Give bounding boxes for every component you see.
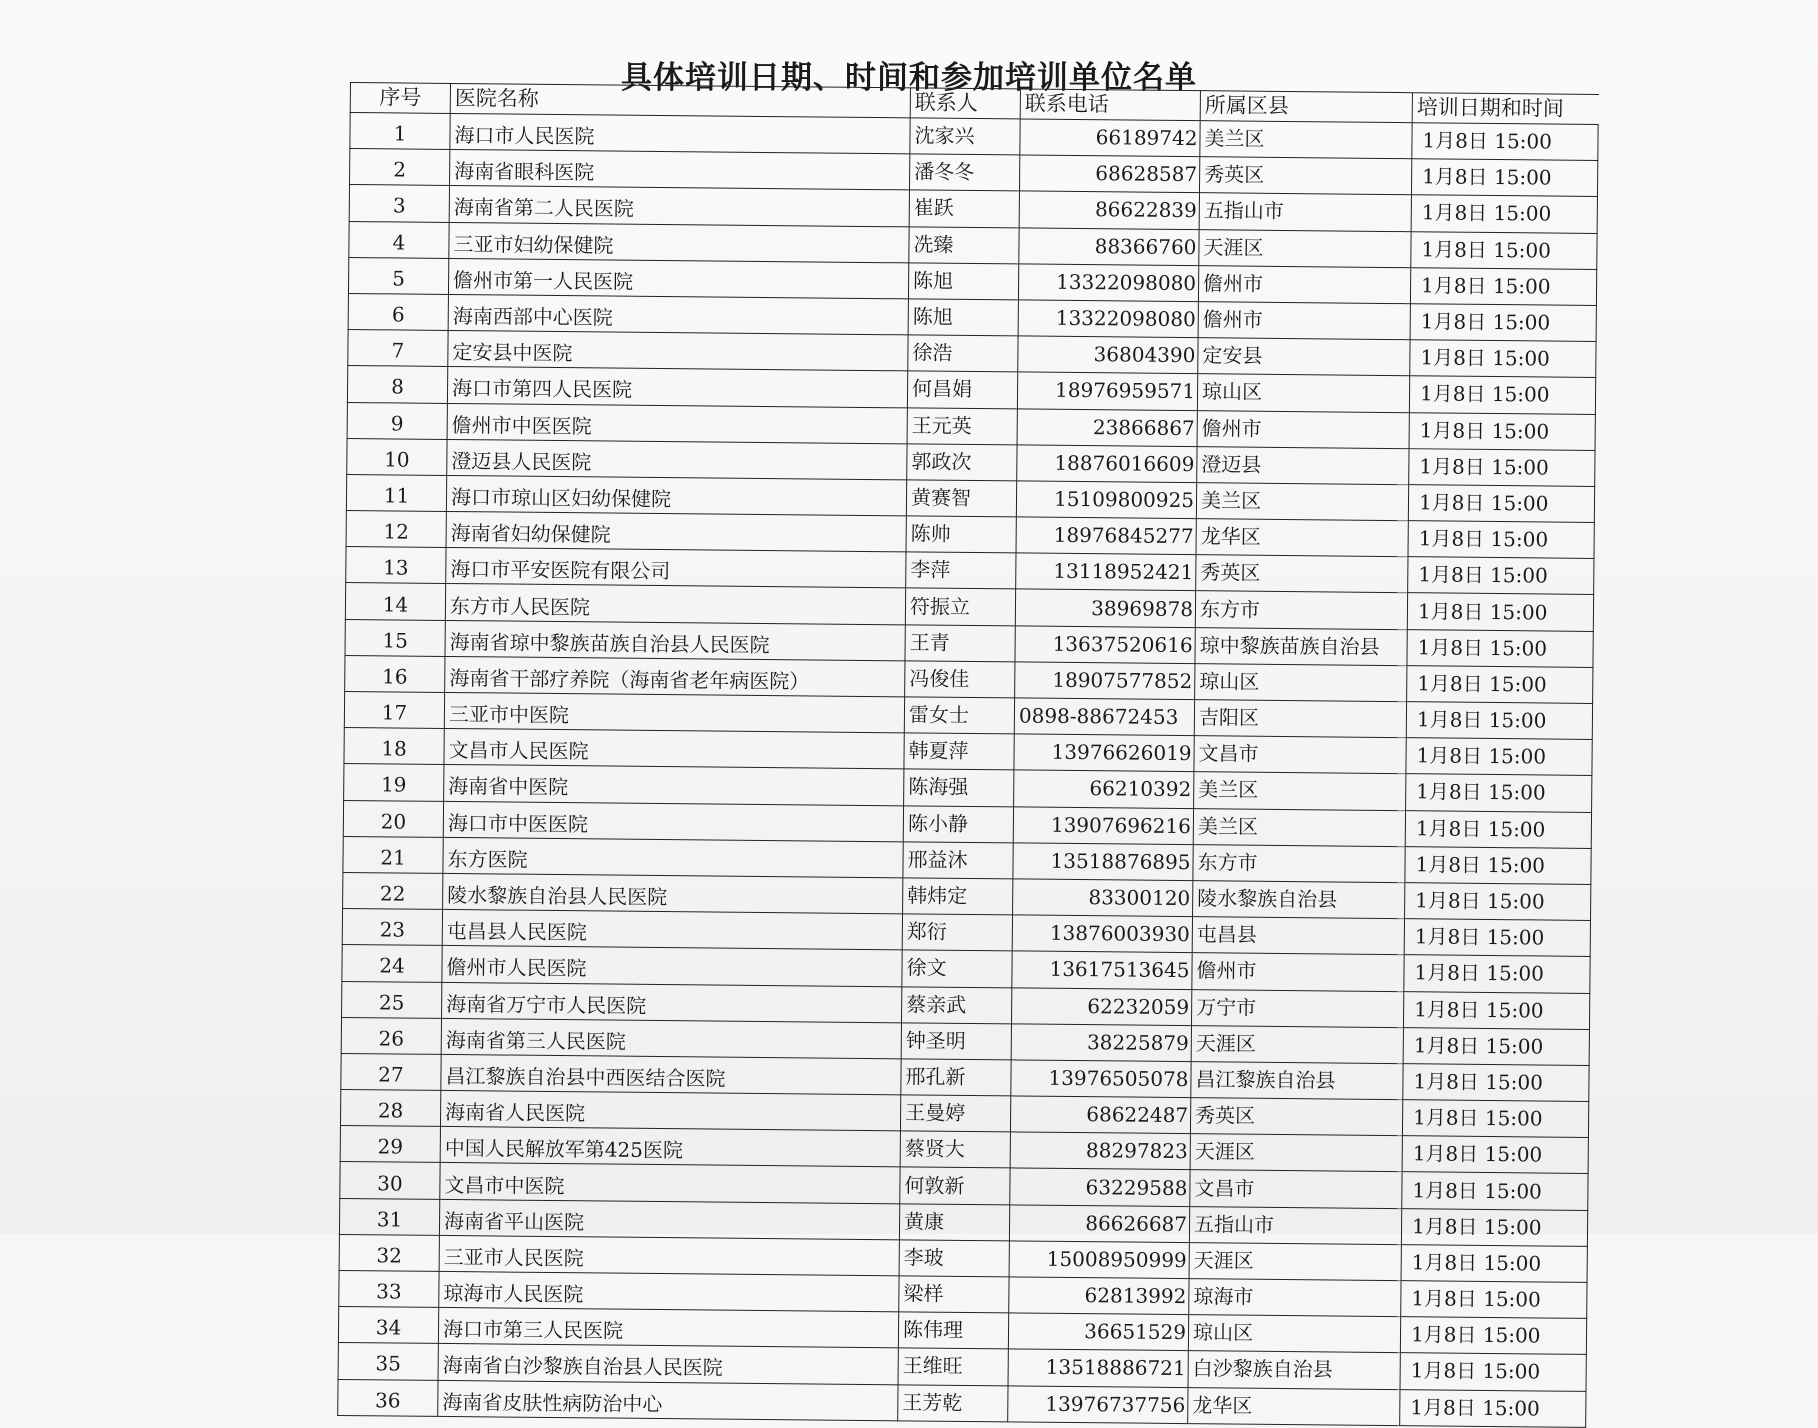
- contact-person: 冯俊佳: [905, 661, 1015, 698]
- district: 秀英区: [1196, 555, 1408, 593]
- district: 昌江黎族自治县: [1191, 1061, 1403, 1099]
- district: 美兰区: [1200, 121, 1412, 159]
- district: 五指山市: [1189, 1206, 1401, 1244]
- row-number: 7: [348, 330, 448, 367]
- contact-person: 符振立: [905, 588, 1015, 625]
- page-title: 具体培训日期、时间和参加培训单位名单: [621, 60, 1197, 96]
- contact-phone: 68628587: [1019, 155, 1199, 193]
- row-number: 3: [349, 185, 449, 222]
- contact-phone: 62232059: [1011, 987, 1191, 1025]
- hospital-table: [337, 82, 1599, 1428]
- row-number: 14: [345, 583, 445, 620]
- row-number: 17: [344, 691, 444, 728]
- district: 秀英区: [1190, 1098, 1402, 1136]
- contact-person: 徐浩: [908, 335, 1018, 372]
- training-date: 1月8日 15:00: [1410, 267, 1596, 305]
- hospital-name: 中国人民解放军第425医院: [440, 1127, 900, 1168]
- header-training-date: 培训日期和时间: [1412, 93, 1598, 125]
- contact-person: 韩夏萍: [904, 733, 1014, 770]
- training-date: 1月8日 15:00: [1408, 557, 1594, 595]
- district: 屯昌县: [1192, 917, 1404, 955]
- row-number: 20: [343, 800, 443, 837]
- hospital-name: 海口市人民医院: [450, 113, 910, 154]
- header-district: 所属区县: [1200, 91, 1412, 123]
- hospital-name: 海南省第二人民医院: [449, 186, 909, 227]
- row-number: 32: [339, 1234, 439, 1271]
- row-number: 27: [341, 1053, 441, 1090]
- row-number: 11: [346, 474, 446, 511]
- district: 五指山市: [1199, 193, 1411, 231]
- row-number: 30: [340, 1162, 440, 1199]
- training-date: 1月8日 15:00: [1409, 448, 1595, 486]
- contact-phone: 0898-88672453: [1014, 698, 1194, 736]
- row-number: 13: [346, 547, 446, 584]
- hospital-name: 海南省平山医院: [439, 1199, 899, 1240]
- row-number: 31: [339, 1198, 439, 1235]
- contact-person: 沈家兴: [910, 118, 1020, 155]
- row-number: 16: [345, 655, 445, 692]
- district: 龙华区: [1196, 519, 1408, 557]
- contact-phone: 86626687: [1009, 1205, 1189, 1243]
- row-number: 34: [338, 1307, 438, 1344]
- hospital-name: 三亚市人民医院: [439, 1235, 899, 1276]
- contact-person: 何昌娟: [907, 371, 1017, 408]
- row-number: 35: [338, 1343, 438, 1380]
- hospital-name: 儋州市人民医院: [442, 946, 902, 987]
- row-number: 28: [340, 1090, 440, 1127]
- contact-phone: 68622487: [1010, 1096, 1190, 1134]
- district: 美兰区: [1196, 483, 1408, 521]
- district: 澄迈县: [1197, 446, 1409, 484]
- contact-person: 冼臻: [909, 226, 1019, 263]
- training-date: 1月8日 15:00: [1411, 159, 1597, 197]
- district: 东方市: [1195, 591, 1407, 629]
- contact-phone: 18907577852: [1015, 662, 1195, 700]
- hospital-name: 文昌市中医院: [440, 1163, 900, 1204]
- training-date: 1月8日 15:00: [1410, 340, 1596, 378]
- contact-phone: 15008950999: [1009, 1241, 1189, 1279]
- contact-person: 陈帅: [906, 516, 1016, 553]
- row-number: 8: [347, 366, 447, 403]
- table-body: [338, 113, 1598, 1428]
- hospital-name: 东方医院: [443, 837, 903, 878]
- contact-phone: 15109800925: [1016, 481, 1196, 519]
- contact-phone: 13617513645: [1012, 951, 1192, 989]
- training-date: 1月8日 15:00: [1404, 919, 1590, 957]
- header-no: 序号: [350, 83, 450, 114]
- training-date: 1月8日 15:00: [1400, 1317, 1586, 1355]
- training-date: 1月8日 15:00: [1405, 810, 1591, 848]
- hospital-name: 海南省万宁市人民医院: [442, 982, 902, 1023]
- contact-phone: 38225879: [1011, 1024, 1191, 1062]
- training-date: 1月8日 15:00: [1401, 1244, 1587, 1282]
- contact-person: 李玻: [899, 1240, 1009, 1277]
- contact-phone: 13322098080: [1018, 300, 1198, 338]
- row-number: 36: [338, 1379, 438, 1416]
- district: 东方市: [1193, 844, 1405, 882]
- contact-phone: 66210392: [1014, 770, 1194, 808]
- contact-phone: 13976505078: [1011, 1060, 1191, 1098]
- contact-person: 何敦新: [900, 1167, 1010, 1204]
- contact-phone: 18876016609: [1017, 445, 1197, 483]
- hospital-name: 海口市平安医院有限公司: [446, 548, 906, 589]
- hospital-name: 海南西部中心医院: [448, 294, 908, 335]
- contact-phone: 13518886721: [1008, 1349, 1188, 1387]
- contact-phone: 83300120: [1013, 879, 1193, 917]
- contact-person: 梁样: [899, 1276, 1009, 1313]
- hospital-name: 海南省中医院: [444, 765, 904, 806]
- contact-phone: 13976737756: [1008, 1385, 1188, 1423]
- contact-person: 陈海强: [904, 769, 1014, 806]
- training-date: 1月8日 15:00: [1402, 1100, 1588, 1138]
- row-number: 26: [341, 1017, 441, 1054]
- row-number: 23: [342, 909, 442, 946]
- contact-person: 雷女士: [904, 697, 1014, 734]
- contact-person: 王元英: [907, 407, 1017, 444]
- training-date: 1月8日 15:00: [1403, 1027, 1589, 1065]
- hospital-name: 海口市中医医院: [443, 801, 903, 842]
- district: 秀英区: [1199, 157, 1411, 195]
- training-date: 1月8日 15:00: [1405, 846, 1591, 884]
- contact-person: 王维旺: [898, 1348, 1008, 1385]
- contact-phone: 18976845277: [1016, 517, 1196, 555]
- row-number: 18: [344, 728, 444, 765]
- training-date: 1月8日 15:00: [1406, 738, 1592, 776]
- row-number: 4: [349, 221, 449, 258]
- training-date: 1月8日 15:00: [1411, 195, 1597, 233]
- row-number: 33: [339, 1270, 439, 1307]
- training-date: 1月8日 15:00: [1402, 1172, 1588, 1210]
- training-date: 1月8日 15:00: [1410, 304, 1596, 342]
- row-number: 10: [347, 438, 447, 475]
- training-date: 1月8日 15:00: [1407, 665, 1593, 703]
- contact-person: 王曼婷: [900, 1095, 1010, 1132]
- contact-phone: 13518876895: [1013, 843, 1193, 881]
- contact-phone: 36804390: [1018, 336, 1198, 374]
- training-date: 1月8日 15:00: [1404, 955, 1590, 993]
- hospital-name: 海口市琼山区妇幼保健院: [446, 475, 906, 516]
- district: 万宁市: [1191, 989, 1403, 1027]
- contact-person: 郭政次: [907, 444, 1017, 481]
- contact-person: 韩炜定: [903, 878, 1013, 915]
- header-contact: 联系人: [910, 88, 1020, 119]
- training-date: 1月8日 15:00: [1401, 1281, 1587, 1319]
- district: 美兰区: [1194, 772, 1406, 810]
- contact-phone: 13322098080: [1018, 264, 1198, 302]
- training-date: 1月8日 15:00: [1407, 593, 1593, 631]
- contact-phone: 18976959571: [1017, 372, 1197, 410]
- training-date: 1月8日 15:00: [1412, 123, 1598, 161]
- contact-person: 邢益沐: [903, 842, 1013, 879]
- hospital-name: 儋州市第一人民医院: [448, 258, 908, 299]
- training-date: 1月8日 15:00: [1408, 521, 1594, 559]
- row-number: 9: [347, 402, 447, 439]
- row-number: 19: [344, 764, 444, 801]
- district: 琼中黎族苗族自治县: [1195, 627, 1407, 665]
- training-date: 1月8日 15:00: [1403, 1064, 1589, 1102]
- contact-phone: 13118952421: [1016, 553, 1196, 591]
- training-date: 1月8日 15:00: [1411, 231, 1597, 269]
- contact-person: 王芳乾: [898, 1384, 1008, 1421]
- hospital-name: 文昌市人民医院: [444, 729, 904, 770]
- contact-person: 潘冬冬: [909, 154, 1019, 191]
- district: 吉阳区: [1194, 700, 1406, 738]
- hospital-name: 海南省干部疗养院（海南省老年病医院）: [445, 656, 905, 697]
- contact-person: 徐文: [902, 950, 1012, 987]
- hospital-name: 三亚市中医院: [444, 692, 904, 733]
- training-date: 1月8日 15:00: [1400, 1389, 1586, 1427]
- district: 琼山区: [1197, 374, 1409, 412]
- row-number: 25: [342, 981, 442, 1018]
- district: 陵水黎族自治县: [1193, 881, 1405, 919]
- hospital-name: 定安县中医院: [448, 331, 908, 372]
- district: 美兰区: [1193, 808, 1405, 846]
- contact-phone: 13976626019: [1014, 734, 1194, 772]
- row-number: 24: [342, 945, 442, 982]
- district: 儋州市: [1198, 302, 1410, 340]
- contact-phone: 13907696216: [1013, 806, 1193, 844]
- training-date: 1月8日 15:00: [1408, 485, 1594, 523]
- contact-person: 陈旭: [908, 299, 1018, 336]
- contact-person: 黄康: [899, 1203, 1009, 1240]
- contact-phone: 38969878: [1015, 589, 1195, 627]
- district: 龙华区: [1188, 1387, 1400, 1425]
- hospital-name: 海南省人民医院: [440, 1090, 900, 1131]
- training-date: 1月8日 15:00: [1406, 702, 1592, 740]
- district: 儋州市: [1192, 953, 1404, 991]
- contact-person: 陈伟理: [898, 1312, 1008, 1349]
- row-number: 1: [350, 113, 450, 150]
- contact-person: 李萍: [906, 552, 1016, 589]
- district: 琼海市: [1189, 1279, 1401, 1317]
- hospital-name: 琼海市人民医院: [439, 1271, 899, 1312]
- contact-phone: 86622839: [1019, 191, 1199, 229]
- row-number: 2: [350, 149, 450, 186]
- district: 儋州市: [1197, 410, 1409, 448]
- district: 天涯区: [1190, 1134, 1402, 1172]
- contact-person: 钟圣明: [901, 1023, 1011, 1060]
- contact-person: 蔡亲武: [901, 986, 1011, 1023]
- contact-person: 王青: [905, 624, 1015, 661]
- row-number: 15: [345, 619, 445, 656]
- hospital-name: 海南省白沙黎族自治县人民医院: [438, 1344, 898, 1385]
- row-number: 12: [346, 511, 446, 548]
- district: 文昌市: [1190, 1170, 1402, 1208]
- training-date: 1月8日 15:00: [1405, 883, 1591, 921]
- contact-phone: 13876003930: [1012, 915, 1192, 953]
- training-date: 1月8日 15:00: [1402, 1136, 1588, 1174]
- contact-phone: 88297823: [1010, 1132, 1190, 1170]
- contact-phone: 13637520616: [1015, 626, 1195, 664]
- hospital-name: 东方市人民医院: [445, 584, 905, 625]
- hospital-name: 昌江黎族自治县中西医结合医院: [441, 1054, 901, 1095]
- hospital-name: 海南省琼中黎族苗族自治县人民医院: [445, 620, 905, 661]
- district: 文昌市: [1194, 736, 1406, 774]
- hospital-name: 屯昌县人民医院: [442, 910, 902, 951]
- row-number: 22: [343, 872, 443, 909]
- contact-person: 郑衍: [902, 914, 1012, 951]
- contact-phone: 23866867: [1017, 408, 1197, 446]
- hospital-name: 海南省皮肤性病防治中心: [438, 1380, 898, 1421]
- district: 琼山区: [1188, 1315, 1400, 1353]
- contact-phone: 63229588: [1010, 1168, 1190, 1206]
- row-number: 6: [348, 293, 448, 330]
- training-date: 1月8日 15:00: [1403, 991, 1589, 1029]
- hospital-name: 海南省第三人民医院: [441, 1018, 901, 1059]
- district: 琼山区: [1195, 663, 1407, 701]
- training-date: 1月8日 15:00: [1406, 774, 1592, 812]
- district: 定安县: [1198, 338, 1410, 376]
- training-date: 1月8日 15:00: [1401, 1208, 1587, 1246]
- district: 天涯区: [1199, 229, 1411, 267]
- district: 天涯区: [1189, 1242, 1401, 1280]
- contact-person: 崔跃: [909, 190, 1019, 227]
- district: 白沙黎族自治县: [1188, 1351, 1400, 1389]
- header-hospital-name: 医院名称: [450, 83, 910, 117]
- contact-person: 邢孔新: [901, 1059, 1011, 1096]
- training-date: 1月8日 15:00: [1409, 412, 1595, 450]
- district: 天涯区: [1191, 1025, 1403, 1063]
- contact-person: 陈旭: [908, 263, 1018, 300]
- contact-phone: 66189742: [1020, 119, 1200, 157]
- hospital-name: 儋州市中医医院: [447, 403, 907, 444]
- row-number: 5: [348, 257, 448, 294]
- contact-person: 蔡贤大: [900, 1131, 1010, 1168]
- contact-phone: 36651529: [1008, 1313, 1188, 1351]
- training-list-sheet: [337, 82, 1598, 1428]
- hospital-name: 三亚市妇幼保健院: [449, 222, 909, 263]
- contact-phone: 62813992: [1009, 1277, 1189, 1315]
- contact-phone: 88366760: [1019, 227, 1199, 265]
- contact-person: 陈小静: [903, 805, 1013, 842]
- hospital-name: 澄迈县人民医院: [447, 439, 907, 480]
- row-number: 21: [343, 836, 443, 873]
- contact-person: 黄赛智: [906, 480, 1016, 517]
- district: 儋州市: [1198, 265, 1410, 303]
- hospital-name: 海南省眼科医院: [450, 150, 910, 191]
- training-date: 1月8日 15:00: [1400, 1353, 1586, 1391]
- hospital-name: 海南省妇幼保健院: [446, 512, 906, 553]
- hospital-name: 海口市第三人民医院: [438, 1308, 898, 1349]
- hospital-name: 海口市第四人民医院: [447, 367, 907, 408]
- header-phone: 联系电话: [1020, 89, 1200, 121]
- training-date: 1月8日 15:00: [1407, 629, 1593, 667]
- training-date: 1月8日 15:00: [1409, 376, 1595, 414]
- row-number: 29: [340, 1126, 440, 1163]
- hospital-name: 陵水黎族自治县人民医院: [443, 873, 903, 914]
